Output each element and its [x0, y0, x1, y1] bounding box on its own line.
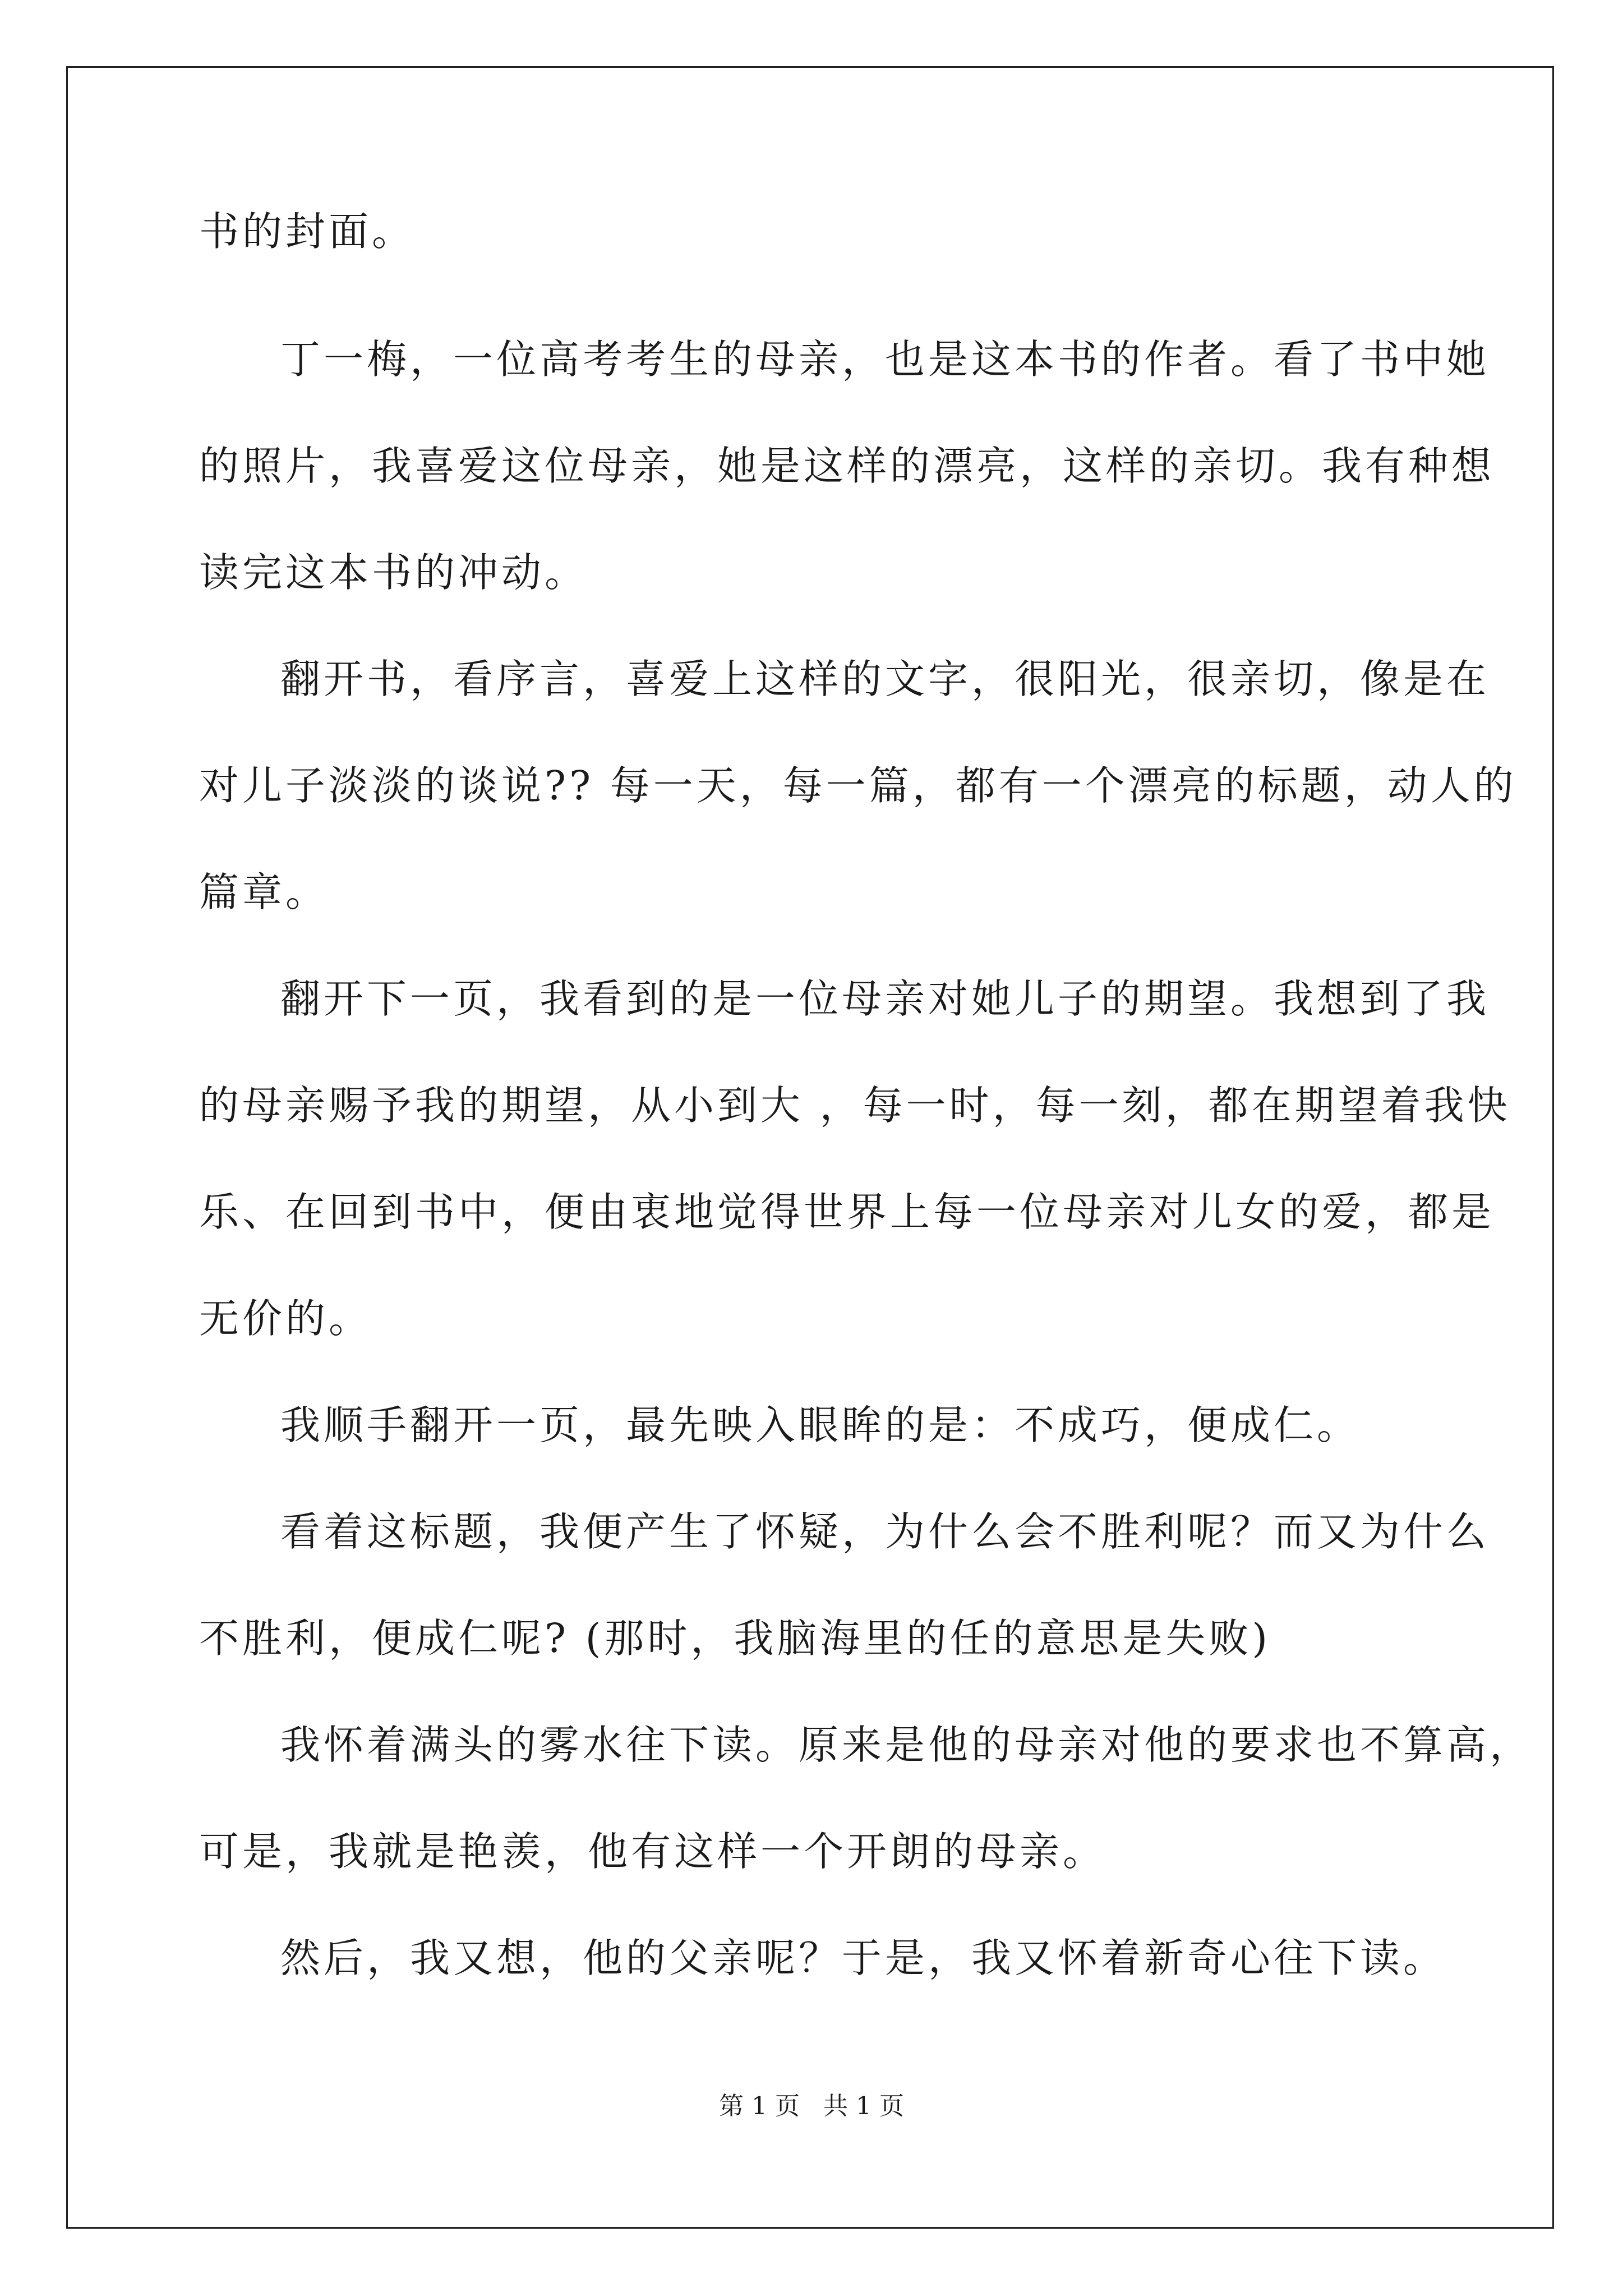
paragraph-line: 翻开下一页，我看到的是一位母亲对她儿子的期望。我想到了我	[280, 976, 1490, 1022]
text-line: 书的封面。	[199, 208, 416, 255]
paragraph-line: 我顺手翻开一页，最先映入眼眸的是：不成巧，便成仁。	[280, 1402, 1361, 1448]
paragraph-line: 我怀着满头的雾水往下读。原来是他的母亲对他的要求也不算高，	[280, 1722, 1533, 1768]
text-line: 不胜利，便成仁呢? (那时，我脑海里的任的意思是失败)	[199, 1615, 1271, 1662]
paragraph-line: 丁一梅，一位高考考生的母亲，也是这本书的作者。看了书中她	[280, 336, 1490, 383]
text-line: 无价的。	[199, 1295, 372, 1342]
page-footer: 第 1 页 共 1 页	[719, 2092, 904, 2120]
text-line: 的照片，我喜爱这位母亲，她是这样的漂亮，这样的亲切。我有种想	[199, 443, 1495, 489]
text-line: 读完这本书的冲动。	[199, 549, 588, 596]
text-line: 篇章。	[199, 869, 329, 915]
paragraph-line: 翻开书，看序言，喜爱上这样的文字，很阳光，很亲切，像是在	[280, 656, 1490, 702]
text-line: 乐、在回到书中，便由衷地觉得世界上每一位母亲对儿女的爱，都是	[199, 1189, 1495, 1235]
paragraph-line: 然后，我又想，他的父亲呢？于是，我又怀着新奇心往下读。	[280, 1935, 1447, 1981]
page-border	[66, 66, 1554, 2229]
text-line: 对儿子淡淡的谈说?? 每一天，每一篇，都有一个漂亮的标题，动人的	[199, 762, 1517, 809]
text-line: 的母亲赐予我的期望，从小到大 ，每一时，每一刻，都在期望着我快	[199, 1082, 1511, 1129]
paragraph-line: 看着这标题，我便产生了怀疑，为什么会不胜利呢？而又为什么	[280, 1508, 1490, 1555]
text-line: 可是，我就是艳羡，他有这样一个开朗的母亲。	[199, 1828, 1106, 1875]
